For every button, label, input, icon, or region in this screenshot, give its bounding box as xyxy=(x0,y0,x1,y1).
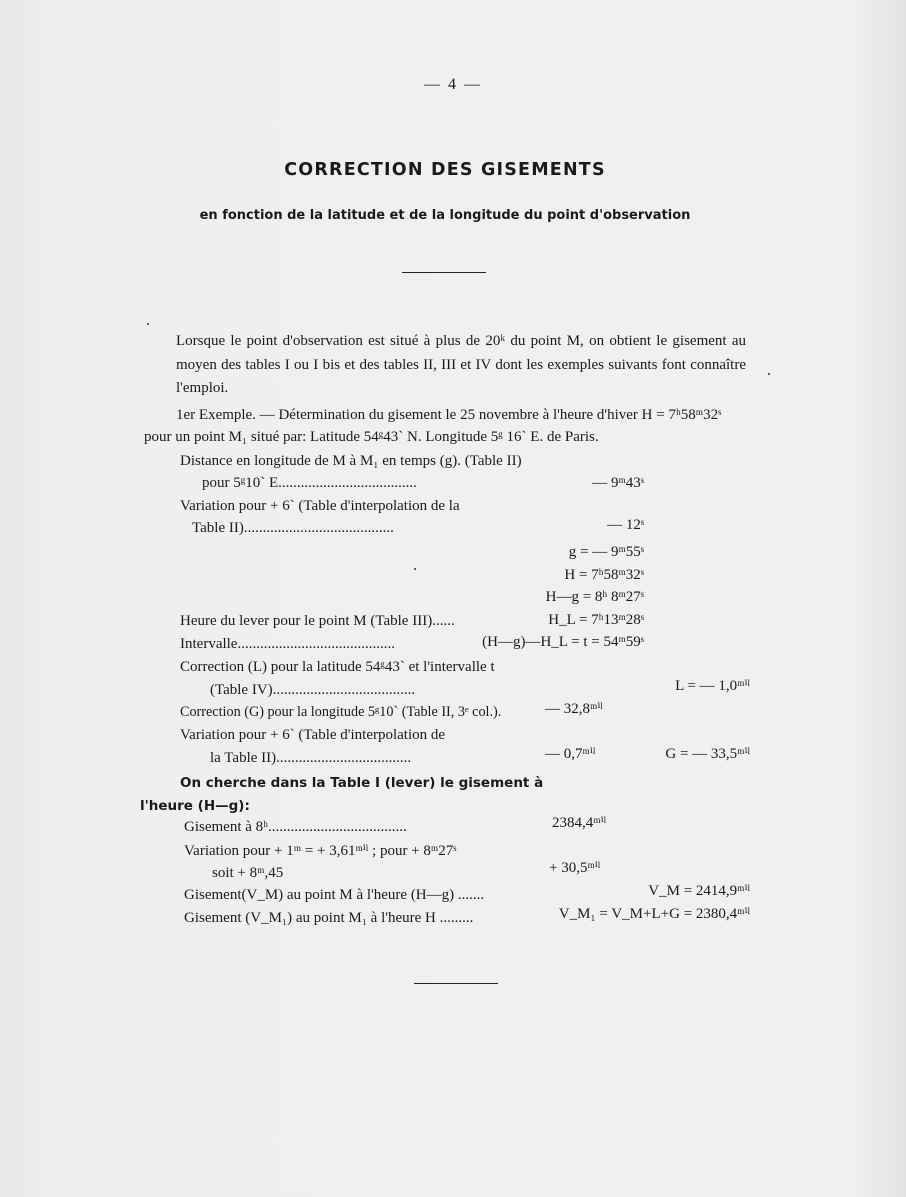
example-location: pour un point M₁ situé par: Latitude 54ᵍ43ˋ N. Longitude 5ᵍ 16ˋ E. de Paris. xyxy=(144,429,599,445)
title-divider xyxy=(402,272,486,273)
row-longitude-value: — 9ᵐ43ˢ xyxy=(592,475,644,491)
row-intervalle-value: (H—g)—H_L = t = 54ᵐ59ˢ xyxy=(482,634,644,650)
row-gisement-vm-label: Gisement(V_M) au point M à l'heure (H—g) ....... xyxy=(184,887,485,903)
row-gisement-vm-value: V_M = 2414,9ᵐⁱˡ xyxy=(648,883,750,899)
row-correction-l-label: Correction (L) pour la latitude 54ᵍ43ˋ et l'intervalle t xyxy=(180,659,495,675)
row-l-value: L = — 1,0ᵐⁱˡ xyxy=(675,678,750,694)
row-longitude-label: pour 5ᵍ10ˋ E..................................... xyxy=(202,475,417,491)
row-variation2-label: Variation pour + 6ˋ (Table d'interpolation de xyxy=(180,727,446,743)
speck xyxy=(768,373,770,375)
speck xyxy=(147,323,149,325)
bottom-divider xyxy=(414,983,498,984)
row-soit-label: soit + 8ᵐ,45 xyxy=(212,865,284,881)
row-distance-label: Distance en longitude de M à M₁ en temps (g). (Table II) xyxy=(180,453,522,469)
row-heure-heading: l'heure (H—g): xyxy=(140,798,250,814)
page-subtitle: en fonction de la latitude et de la longitude du point d'observation xyxy=(199,208,691,223)
row-variation3-label: Variation pour + 1ᵐ = + 3,61ᵐⁱˡ ; pour + 8ᵐ27ˢ xyxy=(184,843,457,859)
speck xyxy=(414,568,416,570)
row-correction-g-value: — 32,8ᵐⁱˡ xyxy=(545,701,603,717)
row-gisement8-label: Gisement à 8ʰ..................................... xyxy=(184,819,407,835)
row-g-value: g = — 9ᵐ55ˢ xyxy=(568,544,644,560)
row-table1-heading: On cherche dans la Table I (lever) le gisement à xyxy=(180,775,544,791)
row-table4-label: (Table IV)...................................... xyxy=(210,682,416,698)
row-lever-value: H_L = 7ʰ13ᵐ28ˢ xyxy=(548,612,644,628)
intro-paragraph: Lorsque le point d'observation est situé à plus de 20ᵏ du point M, on obtient le gisement au moyen des tables I ou I bis et des tables II, III et IV dont les exemples suivants font connaître l'emploi. xyxy=(176,333,746,396)
example-heading: 1er Exemple. — Détermination du gisement le 25 novembre à l'heure d'hiver H = 7ʰ58ᵐ32ˢ xyxy=(176,407,722,423)
row-gisement-vm1-label: Gisement (V_M₁) au point M₁ à l'heure H ......... xyxy=(184,910,474,926)
row-soit-value: + 30,5ᵐⁱˡ xyxy=(549,860,601,876)
row-table2-label: Table II)........................................ xyxy=(192,520,394,536)
row-intervalle-label: Intervalle.......................................... xyxy=(180,636,395,652)
row-gisement8-value: 2384,4ᵐⁱˡ xyxy=(552,815,607,831)
row-table2b-label: la Table II).................................... xyxy=(210,750,412,766)
row-hg-value: H—g = 8ʰ 8ᵐ27ˢ xyxy=(545,589,644,605)
row-correction-g-label: Correction (G) pour la longitude 5ᵍ10ˋ (Table II, 3ᵉ col.). xyxy=(180,704,502,720)
page-number: — 4 — xyxy=(424,76,482,93)
page-title: CORRECTION DES GISEMENTS xyxy=(284,160,606,180)
row-variation-label: Variation pour + 6ˋ (Table d'interpolation de la xyxy=(180,498,460,514)
row-variation2-value: — 0,7ᵐⁱˡ xyxy=(545,746,596,762)
row-gisement-vm1-value: V_M₁ = V_M+L+G = 2380,4ᵐⁱˡ xyxy=(558,906,750,922)
row-g-total-value: G = — 33,5ᵐⁱˡ xyxy=(665,746,750,762)
row-lever-label: Heure du lever pour le point M (Table III)...... xyxy=(180,613,455,629)
row-table2-value: — 12ˢ xyxy=(607,517,644,533)
row-h-value: H = 7ʰ58ᵐ32ˢ xyxy=(564,567,644,583)
